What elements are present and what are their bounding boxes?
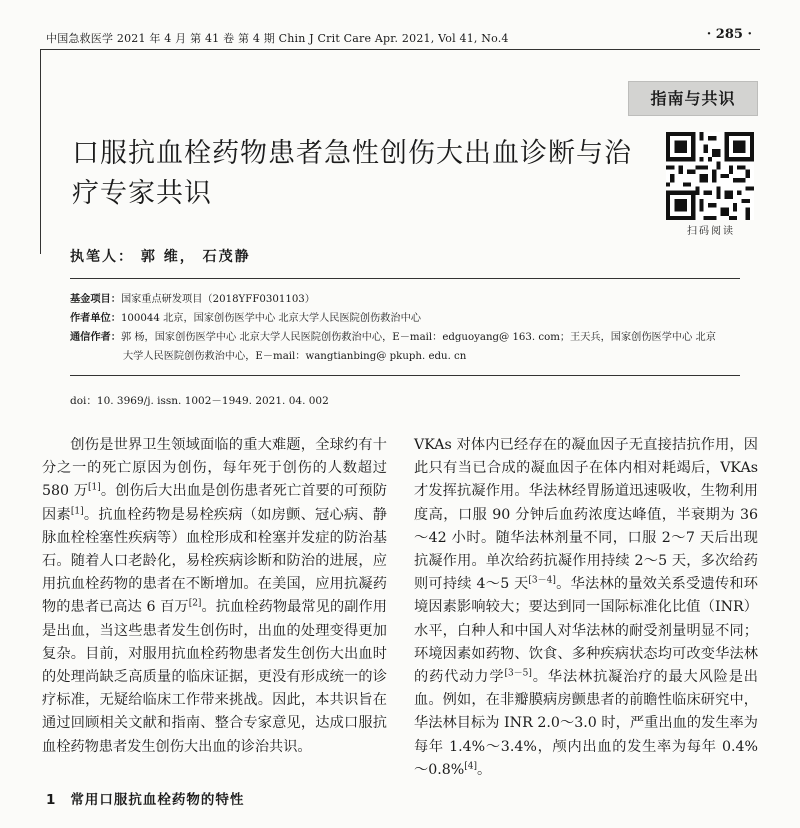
- section-title: 常用口服抗血栓药物的特性: [70, 792, 245, 808]
- affiliation-text: 100044 北京，国家创伤医学中心 北京大学人民医院创伤救治中心: [120, 313, 421, 324]
- citation-ref: [3－4]: [528, 575, 556, 586]
- body-text: 。华法林抗凝治疗的最大风险是出血。例如，在非瓣膜病房颤患者的前瞻性临床研究中，华法林目标为 INR 2.0～3.0 时，严重出血的发生率为每年 1.4%～3.4%，颅内出血的发生率为每年 0.4%～0.8%: [414, 669, 758, 778]
- affiliation-label: 作者单位：: [70, 312, 121, 324]
- qr-code-icon: [666, 132, 754, 220]
- correspondence-row: [70, 328, 760, 347]
- article-metadata: [70, 290, 760, 366]
- citation-ref: [3－5]: [504, 668, 532, 679]
- body-right-column: [414, 434, 758, 782]
- citation-ref: [4]: [464, 761, 477, 772]
- journal-header: 中国急救医学 2021 年 4 月 第 41 卷 第 4 期 Chin J Crit Care Apr. 2021, Vol 41, No.4: [46, 32, 509, 45]
- body-left-column: [42, 434, 387, 759]
- body-text: 。: [476, 761, 492, 778]
- authors-line: 执笔人： 郭 维， 石茂静: [70, 249, 251, 265]
- meta-top-rule: [70, 278, 740, 279]
- body-text: VKAs 对体内已经存在的凝血因子无直接拮抗作用，因此只有当已合成的凝血因子在体内相对耗竭后，VKAs 才发挥抗凝作用。华法林经胃肠道迅速吸收，生物利用度高，口服 90 分钟后血药浓度达峰值，半衰期为 36～42 小时。随华法林剂量不同，口服 2～7 天后出现抗凝作用。单次给药抗凝作用持续 2～5 天，多次给药则可持续 4～5 天: [414, 437, 758, 593]
- doi-line: doi：10. 3969/j. issn. 1002－1949. 2021. 04. 002: [70, 395, 329, 407]
- section-number: 1: [46, 792, 57, 808]
- citation-ref: [2]: [188, 598, 202, 609]
- correspondence-label: 通信作者：: [70, 331, 121, 343]
- body-text: 。创伤后大出血是创伤患者死亡首要的可预防因素: [42, 483, 387, 523]
- page-number: · 285 ·: [706, 27, 752, 42]
- fund-label: 基金项目：: [70, 293, 121, 305]
- category-tag: 指南与共识: [628, 81, 758, 116]
- citation-ref: [1]: [70, 505, 84, 516]
- article-title: 口服抗血栓药物患者急性创伤大出血诊断与治疗专家共识: [72, 138, 632, 209]
- affiliation-row: [70, 309, 760, 328]
- body-text: 。抗血栓药物最常见的副作用是出血，当这些患者发生创伤时，出血的处理变得更加复杂。目前，对服用抗血栓药物患者发生创伤大出血时的处理尚缺乏高质量的临床证据，更没有形成统一的诊疗标准，无疑给临床工作带来挑战。因此，本共识旨在通过回顾相关文献和指南、整合专家意见，达成口服抗血栓药物患者发生创伤大出血的诊治共识。: [42, 599, 387, 755]
- body-text: 创伤是世界卫生领域面临的重大难题，全球约有十分之一的死亡原因为创伤，每年死于创伤的人数超过 580 万: [42, 437, 387, 500]
- meta-bottom-rule: [70, 375, 740, 376]
- qr-caption: 扫码阅读: [687, 226, 735, 237]
- body-text: 。抗血栓药物是易栓疾病（如房颤、冠心病、静脉血栓栓塞性疾病等）血栓形成和栓塞并发症的防治基石。随着人口老龄化，易栓疾病诊断和防治的进展，应用抗血栓药物的患者在不断增加。在美国，应用抗凝药物的患者已高达 6 百万: [42, 506, 387, 616]
- citation-ref: [1]: [88, 482, 101, 493]
- correspondence-continuation: 大学人民医院创伤救治中心，E－mail：wangtianbing@ pkuph. edu. cn: [123, 351, 467, 362]
- left-border-line: [40, 49, 41, 254]
- fund-text: 国家重点研发项目（2018YFF0301103）: [120, 294, 315, 305]
- header-rule: [40, 49, 760, 50]
- fund-row: [70, 290, 760, 309]
- body-text: 。华法林的量效关系受遗传和环境因素影响较大；要达到同一国际标准化比值（INR）水平，白种人和中国人对华法林的耐受剂量明显不同；环境因素如药物、饮食、多种疾病状态均可改变华法林的药代动力学: [414, 576, 758, 686]
- section-heading: [46, 788, 244, 808]
- correspondence-text: 郭 杨，国家创伤医学中心 北京大学人民医院创伤救治中心，E－mail：edguoyang@ 163. com；王天兵，国家创伤医学中心 北京: [120, 332, 716, 343]
